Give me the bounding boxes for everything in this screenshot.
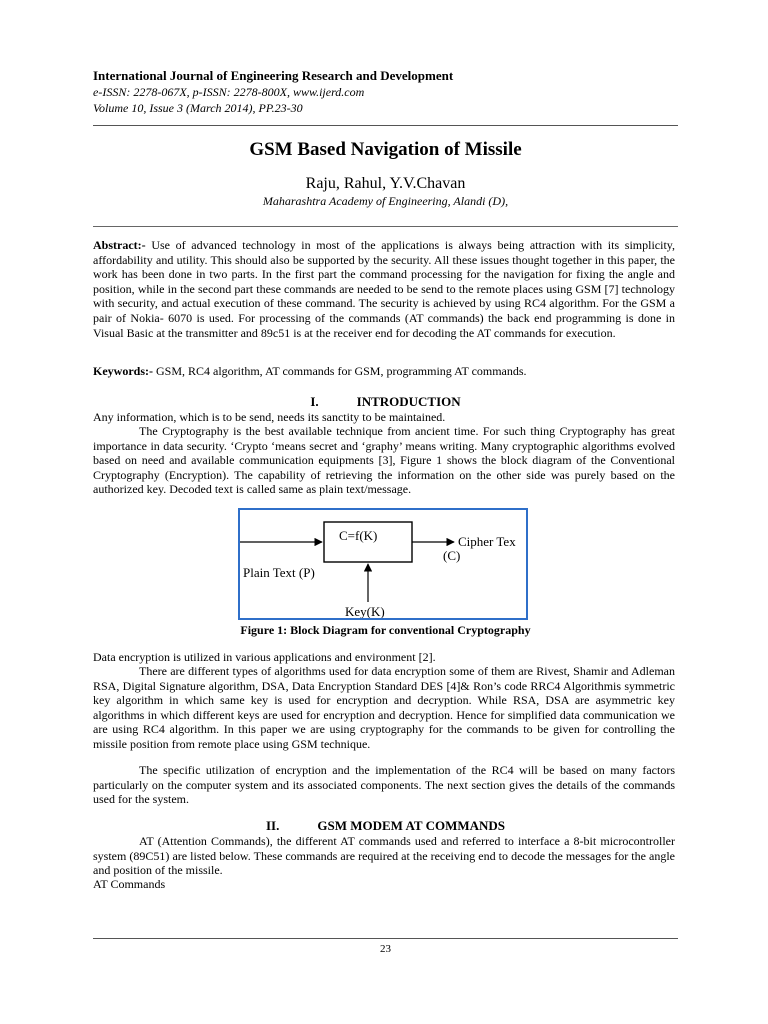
- keywords-label: Keywords:-: [93, 364, 153, 378]
- key-label: Key(K): [345, 604, 385, 618]
- plaintext-label: Plain Text (P): [243, 565, 315, 580]
- journal-volume: Volume 10, Issue 3 (March 2014), PP.23-30: [93, 101, 303, 115]
- paper-affiliation: Maharashtra Academy of Engineering, Alandi (D),: [262, 194, 509, 208]
- ciphertext-label: Cipher Tex: [458, 534, 516, 549]
- abstract-text: Use of advanced technology in most of the applications is always being attraction with its simplicity, affordability and utility. This should also be supported by the security. All these issues thought together in this paper, the work has been done in two parts. In the first part the command processing for the navigation for fixing the angle and position, while in the second part these commands are needed to be send to the remote places using GSM [7] technology with security, and actual execution of these command. The security is achieved by using RC4 algorithm. For the GSM a pair of Nokia- 6070 is used. For processing of the commands (AT commands) the back end programming is done in Visual Basic at the transmitter and 89c51 is at the receiver end for decoding the AT commands for execution.: [93, 238, 676, 340]
- page-number: 23: [380, 943, 391, 955]
- paragraph: AT Commands: [93, 877, 166, 891]
- section-title: GSM MODEM AT COMMANDS: [317, 818, 506, 833]
- ciphertext-symbol: (C): [443, 548, 461, 563]
- paragraph: Data encryption is utilized in various applications and environment [2].: [93, 650, 436, 664]
- section-title: INTRODUCTION: [356, 394, 461, 409]
- paragraph: AT (Attention Commands), the different AT commands used and referred to interface a 8-bit microcontroller system (89C51) are listed below. These commands are required at the receiving end to decode the messages for the angle and position of the missile.: [93, 834, 675, 878]
- section-heading-introduction: [93, 394, 678, 410]
- footer-rule: [93, 938, 678, 939]
- title-rule: [93, 226, 678, 227]
- figure-block-diagram: [238, 508, 528, 620]
- header-rule: [93, 125, 678, 126]
- figure-caption: Figure 1: Block Diagram for conventional Cryptography: [240, 623, 531, 637]
- paper-authors: Raju, Rahul, Y.V.Chavan: [305, 175, 466, 192]
- keywords: [93, 364, 675, 379]
- paragraph: The Cryptography is the best available technique from ancient time. For such thing Cryptography has great importance in data security. ‘Crypto ‘means secret and ‘graphy’ means writing. Many cryptographic algorithms evolved based on need and available communication equipments [3], Figure 1 shows the block diagram of the Conventional Cryptography (Encryption). The capability of retrieving the information on the other side was purely based on the authorized key. Decoded text is called same as plain text/message.: [93, 424, 675, 497]
- section-heading-gsm-modem: [93, 818, 678, 834]
- paragraph: The specific utilization of encryption and the implementation of the RC4 will be based on many factors particularly on the computer system and its associated components. The next section gives the details of the commands used for the system.: [93, 763, 675, 807]
- keywords-text: GSM, RC4 algorithm, AT commands for GSM, programming AT commands.: [156, 364, 527, 378]
- section-number: I.: [310, 394, 319, 409]
- paragraph: Any information, which is to be send, needs its sanctity to be maintained.: [93, 410, 446, 424]
- paper-title: GSM Based Navigation of Missile: [249, 139, 522, 160]
- journal-header: [93, 68, 683, 116]
- paragraph: There are different types of algorithms used for data encryption some of them are Rivest, Shamir and Adleman RSA, Digital Signature algorithm, DSA, Data Encryption Standard DES [4]& Ron’s code RRC4 Algorithmis symmetric key algorithm in which same key is used for encryption and decryption. While RSA, DSA are asymmetric key algorithms in which different keys are used for encryption and decryption. Hence for simplified data communication we are using RC4 algorithm. In this paper we are using cryptography for the commands to be given for controlling the missile position from remote place using GSM technique.: [93, 664, 675, 751]
- cipher-function-label: C=f(K): [339, 528, 378, 543]
- journal-issn: e-ISSN: 2278-067X, p-ISSN: 2278-800X, www.ijerd.com: [93, 85, 365, 99]
- block-diagram-svg: [240, 510, 526, 618]
- section-number: II.: [265, 818, 280, 833]
- journal-name: International Journal of Engineering Research and Development: [93, 68, 454, 83]
- abstract-label: Abstract:-: [93, 238, 146, 252]
- abstract: [93, 238, 675, 340]
